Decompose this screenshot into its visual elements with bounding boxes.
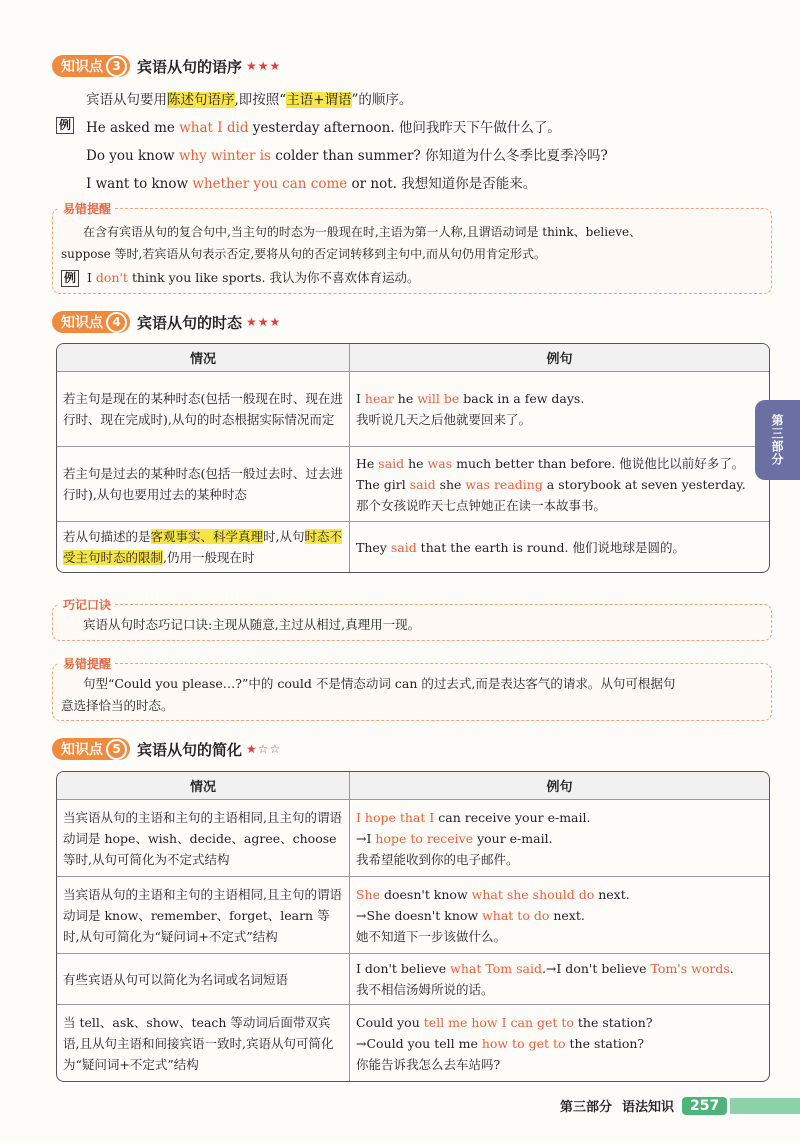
kp4-number: 4	[106, 312, 127, 333]
kp5-number: 5	[106, 739, 127, 760]
kp5-title: 宾语从句的简化	[137, 740, 243, 759]
kp3-badge: 知识点 3	[52, 55, 130, 77]
table-row: 有些宾语从句可以简化为名词或名词短语 I don't believe what Tom said.→I don't believe Tom's words. 我不相信汤姆所说的话。	[57, 954, 769, 1005]
table-row: 当宾语从句的主语和主句的主语相同,且主句的谓语动词是 hope、wish、decide、agree、choose 等时,从句可简化为不定式结构 I hope that I can receive your e-mail. →I hope to receive your e-mail. 我希望能收到你的电子邮件。	[57, 800, 769, 877]
section-side-tab: 第三部分	[755, 400, 800, 480]
star-icon: ★☆☆	[246, 742, 282, 756]
page-footer: 第三部分 语法知识 257	[560, 1096, 727, 1115]
kp3-example-1: He asked me what I did yesterday afternoon. 他问我昨天下午做什么了。	[86, 120, 561, 136]
star-icon: ★★★	[246, 59, 282, 73]
table-row: 当 tell、ask、show、teach 等动词后面带双宾语,且从句主语和间接宾语一致时,宾语从句可简化为“疑问词+不定式”结构 Could you tell me how I can get to the station? →Could you tell me how to get to the station? 你能告诉我怎么去车站吗?	[57, 1005, 769, 1081]
kp3-header	[52, 55, 281, 77]
tip-label: 易错提醒	[59, 200, 115, 217]
example-label: 例	[61, 270, 79, 287]
kp4-title: 宾语从句的时态	[137, 313, 243, 332]
kp5-badge: 知识点 5	[52, 738, 130, 760]
table-row: 若从句描述的是客观事实、科学真理时,从句时态不受主句时态的限制,仍用一般现在时 They said that the earth is round. 他们说地球是圆的。	[57, 522, 769, 572]
kp5-header	[52, 738, 281, 760]
kp3-intro: 宾语从句要用陈述句语序,即按照“主语+谓语”的顺序。	[86, 92, 413, 108]
tip-label: 巧记口诀	[59, 596, 115, 613]
kp3-example-3: I want to know whether you can come or not. 我想知道你是否能来。	[86, 176, 537, 192]
example-label: 例	[56, 117, 74, 134]
kp3-example-2: Do you know why winter is colder than summer? 你知道为什么冬季比夏季冷吗?	[86, 148, 608, 164]
star-icon: ★★★	[246, 315, 282, 329]
table-row: 当宾语从句的主语和主句的主语相同,且主句的谓语动词是 know、remember、forget、learn 等时,从句可简化为“疑问词+不定式”结构 She doesn't know what she should do next. →She doesn't know what to do next. 她不知道下一步该做什么。	[57, 877, 769, 954]
footer-bar	[730, 1098, 800, 1114]
kp4-badge: 知识点 4	[52, 311, 130, 333]
kp4-table: 情况 例句 若主句是现在的某种时态(包括一般现在时、现在进行时、现在完成时),从句的时态根据实际情况而定 I hear he will be back in a few days. 我听说几天之后他就要回来了。 若主句是过去的某种时态(包括一般过去时、过去进行时),从句也要用过去的某种时态 He said he was much better than before. 他说他比以前好多了。 The girl said she was reading a storybook at seven yesterday. 那个女孩说昨天七点钟她正在读一本故事书。 若从句描述的是客观事实、科学真理时,从句时态不受主句时态的限制,仍用一般现在时 They said that the earth is round. 他们说地球是圆的。	[56, 343, 770, 573]
tip-box-mnemonic: 巧记口诀 宾语从句时态巧记口诀:主现从随意,主过从相过,真理用一现。	[52, 604, 772, 641]
kp5-table: 情况 例句 当宾语从句的主语和主句的主语相同,且主句的谓语动词是 hope、wish、decide、agree、choose 等时,从句可简化为不定式结构 I hope that I can receive your e-mail. →I hope to receive your e-mail. 我希望能收到你的电子邮件。 当宾语从句的主语和主句的主语相同,且主句的谓语动词是 know、remember、forget、learn 等时,从句可简化为“疑问词+不定式”结构 She doesn't know what she should do next. →She doesn't know what to do next. 她不知道下一步该做什么。 有些宾语从句可以简化为名词或名词短语 I don't believe what Tom said.→I don't believe Tom's words. 我不相信汤姆所说的话。 当 tell、ask、show、teach 等动词后面带双宾语,且从句主语和间接宾语一致时,宾语从句可简化为“疑问词+不定式”结构 Could you tell me how I can get to the station? →Could you tell me how to get to the station? 你能告诉我怎么去车站吗?	[56, 771, 770, 1082]
table-row: 若主句是现在的某种时态(包括一般现在时、现在进行时、现在完成时),从句的时态根据实际情况而定 I hear he will be back in a few days. 我听说几天之后他就要回来了。	[57, 372, 769, 447]
tip-label: 易错提醒	[59, 655, 115, 672]
page-number: 257	[682, 1097, 727, 1115]
tip-box-mistake-2: 易错提醒 句型“Could you please…?”中的 could 不是情态动词 can 的过去式,而是表达客气的请求。从句可根据句 意选择恰当的时态。	[52, 663, 772, 721]
kp3-number: 3	[106, 56, 127, 77]
tip-box-mistake-1: 易错提醒 在含有宾语从句的复合句中,当主句的时态为一般现在时,主语为第一人称,且谓语动词是 think、believe、 suppose 等时,若宾语从句表示否定,要将从句的否定词转移到主句中,而从句仍用肯定形式。 例 I don't think you like sports. 我认为你不喜欢体育运动。	[52, 208, 772, 294]
kp4-header	[52, 311, 281, 333]
table-row: 若主句是过去的某种时态(包括一般过去时、过去进行时),从句也要用过去的某种时态 He said he was much better than before. 他说他比以前好多了。 The girl said she was reading a storybook at seven yesterday. 那个女孩说昨天七点钟她正在读一本故事书。	[57, 447, 769, 522]
kp3-title: 宾语从句的语序	[137, 57, 243, 76]
